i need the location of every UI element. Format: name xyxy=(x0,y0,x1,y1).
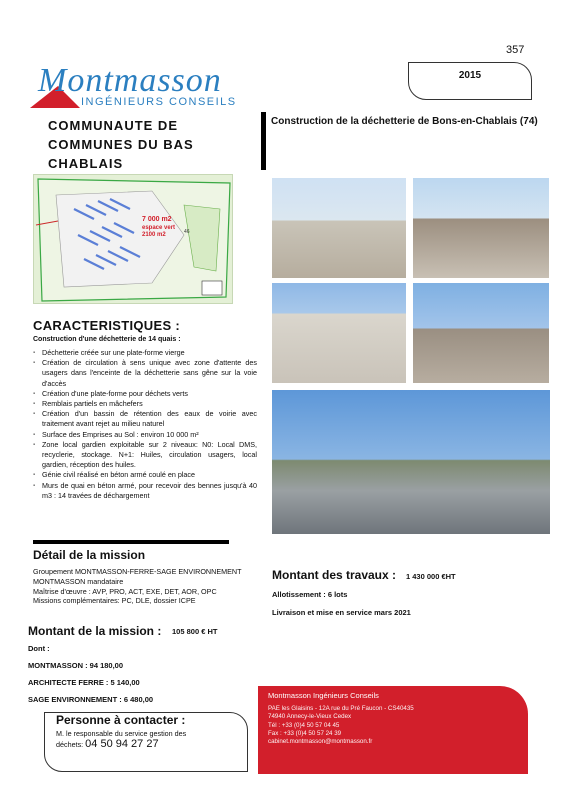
photo-finished-dechetterie xyxy=(272,390,550,534)
company-address: PAE les Glaisins - 12A rue du Pré Faucon - CS40435 xyxy=(268,705,414,712)
year-badge xyxy=(408,62,532,100)
photo-construction-walls xyxy=(272,178,406,278)
company-fax: Fax : +33 (0)4 50 57 24 39 xyxy=(268,729,342,737)
contact-line: M. le responsable du service gestion des xyxy=(56,729,187,738)
breakdown-line: MONTMASSON : 94 180,00 xyxy=(28,660,124,670)
works-lots: Allotissement : 6 lots xyxy=(272,590,348,599)
plan-green-area: 2100 m2 xyxy=(142,232,166,238)
title-divider xyxy=(261,112,266,170)
site-plan-drawing xyxy=(34,175,234,305)
mission-divider xyxy=(33,540,229,544)
contact-phone: 04 50 94 27 27 xyxy=(85,738,159,750)
company-phone: Tél : +33 (0)4 50 57 04 45 xyxy=(268,721,340,729)
mission-line: MONTMASSON mandataire xyxy=(33,576,124,586)
list-item: ▪ Création de circulation à sens unique avec zone d'attente des usagers dans l'enceinte de la déchetterie sans gêne sur la voie d'accès xyxy=(33,358,257,389)
company-footer xyxy=(258,686,528,774)
works-delivery: Livraison et mise en service mars 2021 xyxy=(272,608,411,617)
list-item: ▪ Remblais partiels en mâchefers xyxy=(33,399,257,409)
breakdown-line: ARCHITECTE FERRE : 5 140,00 xyxy=(28,677,140,687)
list-item: ▪ Déchetterie créée sur une plate-forme vierge xyxy=(33,348,257,358)
client-line: COMMUNAUTE DE xyxy=(48,118,178,133)
breakdown-line: SAGE ENVIRONNEMENT : 6 480,00 xyxy=(28,694,154,704)
characteristics-list xyxy=(33,348,257,501)
breakdown-heading: Dont : xyxy=(28,644,50,653)
list-item: ▪ Création d'une plate-forme pour déchets verts xyxy=(33,389,257,399)
photo-construction-building xyxy=(413,178,549,278)
list-item: ▪ Génie civil réalisé en béton armé coulé en place xyxy=(33,470,257,480)
characteristics-subtitle: Construction d'une déchetterie de 14 quais : xyxy=(33,336,181,343)
mission-line: Maîtrise d'œuvre : AVP, PRO, ACT, EXE, DET, AOR, OPC xyxy=(33,586,217,596)
company-city: 74940 Annecy-le-Vieux Cedex xyxy=(268,713,352,721)
project-title: Construction de la déchetterie de Bons-en-Chablais (74) xyxy=(271,116,538,127)
list-item: ▪ Murs de quai en béton armé, pour recevoir des bennes jusqu'à 40 m3 : 14 travées de déchargement xyxy=(33,481,257,501)
list-item: ▪ Zone local gardien exploitable sur 2 niveaux: N0: Local DMS, recyclerie, stockage. N+1: Huiles, circulation usagers, local gardien, réception des huiles. xyxy=(33,440,257,471)
site-plan xyxy=(33,174,233,304)
client-line: COMMUNES DU BAS xyxy=(48,137,194,152)
page-number: 357 xyxy=(506,44,525,56)
mission-amount-value: 105 800 € HT xyxy=(172,627,218,636)
photo-wood-building xyxy=(413,283,549,383)
mission-line: Groupement MONTMASSON-FERRE-SAGE ENVIRONNEMENT xyxy=(33,567,242,576)
characteristics-title: CARACTERISTIQUES : xyxy=(33,318,180,333)
mission-details xyxy=(33,567,241,606)
plan-marker: 46 xyxy=(184,229,190,235)
logo-subtitle: INGÉNIEURS CONSEILS xyxy=(81,96,237,108)
photo-concrete-walls xyxy=(272,283,406,383)
company-email[interactable]: cabinet.montmasson@montmasson.fr xyxy=(268,738,373,746)
mission-amount-label: Montant de la mission : xyxy=(28,624,162,638)
year-text: 2015 xyxy=(458,70,482,81)
mission-title: Détail de la mission xyxy=(33,548,146,562)
company-name: Montmasson Ingénieurs Conseils xyxy=(268,691,379,700)
works-amount-value: 1 430 000 €HT xyxy=(406,572,456,581)
contact-description xyxy=(56,728,236,750)
contact-line xyxy=(56,739,236,750)
logo-wordmark: Montmasson xyxy=(38,62,222,99)
mission-amount-breakdown xyxy=(28,644,153,712)
contact-title: Personne à contacter : xyxy=(56,713,186,727)
contact-line-label: déchets: xyxy=(56,740,84,749)
plan-area-label: 7 000 m2 xyxy=(142,216,172,223)
mission-line: Missions complémentaires: PC, DLE, dossier ICPE xyxy=(33,596,196,606)
works-amount-label: Montant des travaux : xyxy=(272,568,397,582)
list-item: ▪ Surface des Emprises au Sol : environ 10 000 m² xyxy=(33,430,257,440)
client-name xyxy=(48,116,238,173)
client-line: CHABLAIS xyxy=(48,156,124,171)
plan-green-label: espace vert xyxy=(142,225,176,231)
list-item: ▪ Création d'un bassin de rétention des eaux de voirie avec traitement avant rejet au milieu naturel xyxy=(33,409,257,429)
